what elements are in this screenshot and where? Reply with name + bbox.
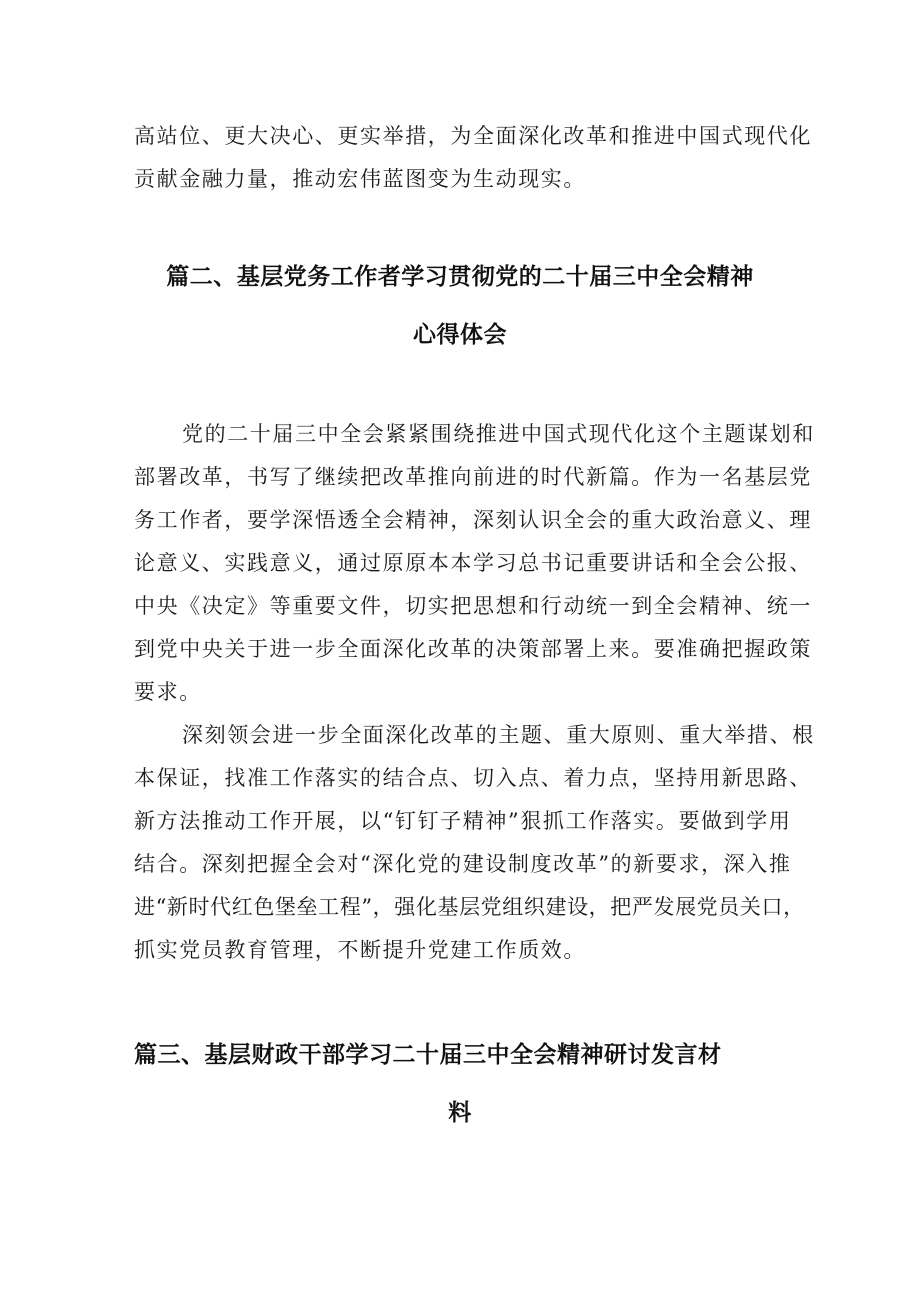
paragraph-line: 论意义、实践意义，通过原原本本学习总书记重要讲话和全会公报、 — [134, 551, 812, 575]
paragraph-line: 部署改革，书写了继续把改革推向前进的时代新篇。作为一名基层党 — [134, 465, 812, 489]
paragraph-line: 本保证，找准工作落实的结合点、切入点、着力点，坚持用新思路、 — [134, 766, 812, 790]
section3-title-line2: 料 — [448, 1100, 472, 1126]
paragraph-line: 高站位、更大决心、更实举措，为全面深化改革和推进中国式现代化 — [134, 124, 812, 148]
paragraph-line: 中央《决定》等重要文件，切实把思想和行动统一到全会精神、统一 — [134, 594, 812, 618]
section3-title-line1: 篇三、基层财政干部学习二十届三中全会精神研讨发言材 — [134, 1042, 722, 1068]
paragraph-line: 到党中央关于进一步全面深化改革的决策部署上来。要准确把握政策 — [134, 637, 812, 661]
paragraph-line: 要求。 — [134, 680, 202, 704]
paragraph-line: 党的二十届三中全会紧紧围绕推进中国式现代化这个主题谋划和 — [182, 422, 815, 446]
paragraph-line: 抓实党员教育管理，不断提升党建工作质效。 — [134, 938, 586, 962]
paragraph-line: 务工作者，要学深悟透全会精神，深刻认识全会的重大政治意义、理 — [134, 508, 812, 532]
paragraph-line: 深刻领会进一步全面深化改革的主题、重大原则、重大举措、根 — [182, 723, 815, 747]
section2-title-line2: 心得体会 — [413, 322, 507, 348]
paragraph-line: 进“新时代红色堡垒工程”，强化基层党组织建设，把严发展党员关口， — [134, 895, 805, 919]
paragraph-line: 新方法推动工作开展，以“钉钉子精神”狠抓工作落实。要做到学用 — [134, 809, 792, 833]
paragraph-line: 贡献金融力量，推动宏伟蓝图变为生动现实。 — [134, 167, 586, 191]
paragraph-line: 结合。深刻把握全会对“深化党的建设制度改革”的新要求，深入推 — [134, 852, 792, 876]
section2-title-line1: 篇二、基层党务工作者学习贯彻党的二十届三中全会精神 — [166, 264, 754, 290]
